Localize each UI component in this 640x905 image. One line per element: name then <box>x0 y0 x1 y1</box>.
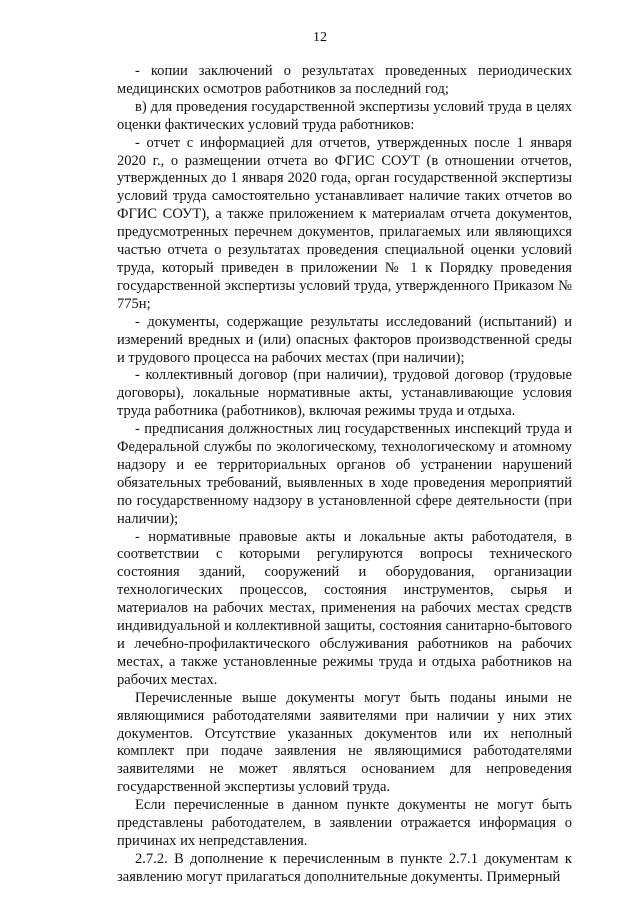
paragraph-report-fgis-sout: - отчет с информацией для отчетов, утвержденных после 1 января 2020 г., о размещении отчета во ФГИС СОУТ (в отношении отчетов, утвержденных до 1 января 2020 года, орган государственной экспертизы условий труда самостоятельно устанавливает наличие таких отчетов во ФГИС СОУТ), а также приложением к материалам отчета документов, предусмотренных перечнем документов, прилагаемых или являющихся частью отчета о результатах проведения специальной оценки условий труда, который приведен в приложении № 1 к Порядку проведения государственной экспертизы условий труда, утвержденного Приказом № 775н; <box>117 134 572 312</box>
paragraph-normative-acts: - нормативные правовые акты и локальные акты работодателя, в соответствии с которыми регулируются вопросы технического состояния зданий, сооружений и оборудования, организации технологических процессов, состояния инструментов, сырья и материалов на рабочих местах, применения на рабочих местах средств индивидуальной и коллективной защиты, состояния санитарно-бытового и лечебно-профилактического обслуживания работников на рабочих местах, а также установленные режимы труда и отдыха работников на рабочих местах. <box>117 528 572 688</box>
paragraph-2-7-2-additional-documents: 2.7.2. В дополнение к перечисленным в пункте 2.7.1 документам к заявлению могут прилагаться дополнительные документы. Примерный <box>117 850 572 885</box>
paragraph-non-employer-applicants: Перечисленные выше документы могут быть поданы иными не являющимися работодателями заявителями при наличии у них этих документов. Отсутствие указанных документов или их неполный комплект при подаче заявления не являющимися работодателями заявителями не может являться основанием для непроведения государственной экспертизы условий труда. <box>117 689 572 796</box>
paragraph-collective-agreement: - коллективный договор (при наличии), трудовой договор (трудовые договоры), локальные нормативные акты, устанавливающие условия труда работника (работников), включая режимы труда и отдыха. <box>117 367 572 420</box>
paragraph-item-v-intro: в) для проведения государственной экспертизы условий труда в целях оценки фактических условий труда работников: <box>117 98 572 133</box>
paragraph-medical-exam-copies: - копии заключений о результатах проведенных периодических медицинских осмотров работников за последний год; <box>117 63 572 97</box>
paragraph-non-submission-reasons: Если перечисленные в данном пункте документы не могут быть представлены работодателем, в заявлении отражается информация о причинах их непредставления. <box>117 797 572 849</box>
paragraph-measurement-documents: - документы, содержащие результаты исследований (испытаний) и измерений вредных и (или) опасных факторов производственной среды и трудового процесса на рабочих местах (при наличии); <box>117 313 572 366</box>
paragraph-inspection-orders: - предписания должностных лиц государственных инспекций труда и Федеральной службы по экологическому, технологическому и атомному надзору и ее территориальных органов об устранении нарушений обязательных требований, выявленных в ходе проведения мероприятий по государственному надзору в установленной сфере деятельности (при наличии); <box>117 421 572 527</box>
page-number: 12 <box>313 30 327 45</box>
document-body <box>117 63 572 887</box>
